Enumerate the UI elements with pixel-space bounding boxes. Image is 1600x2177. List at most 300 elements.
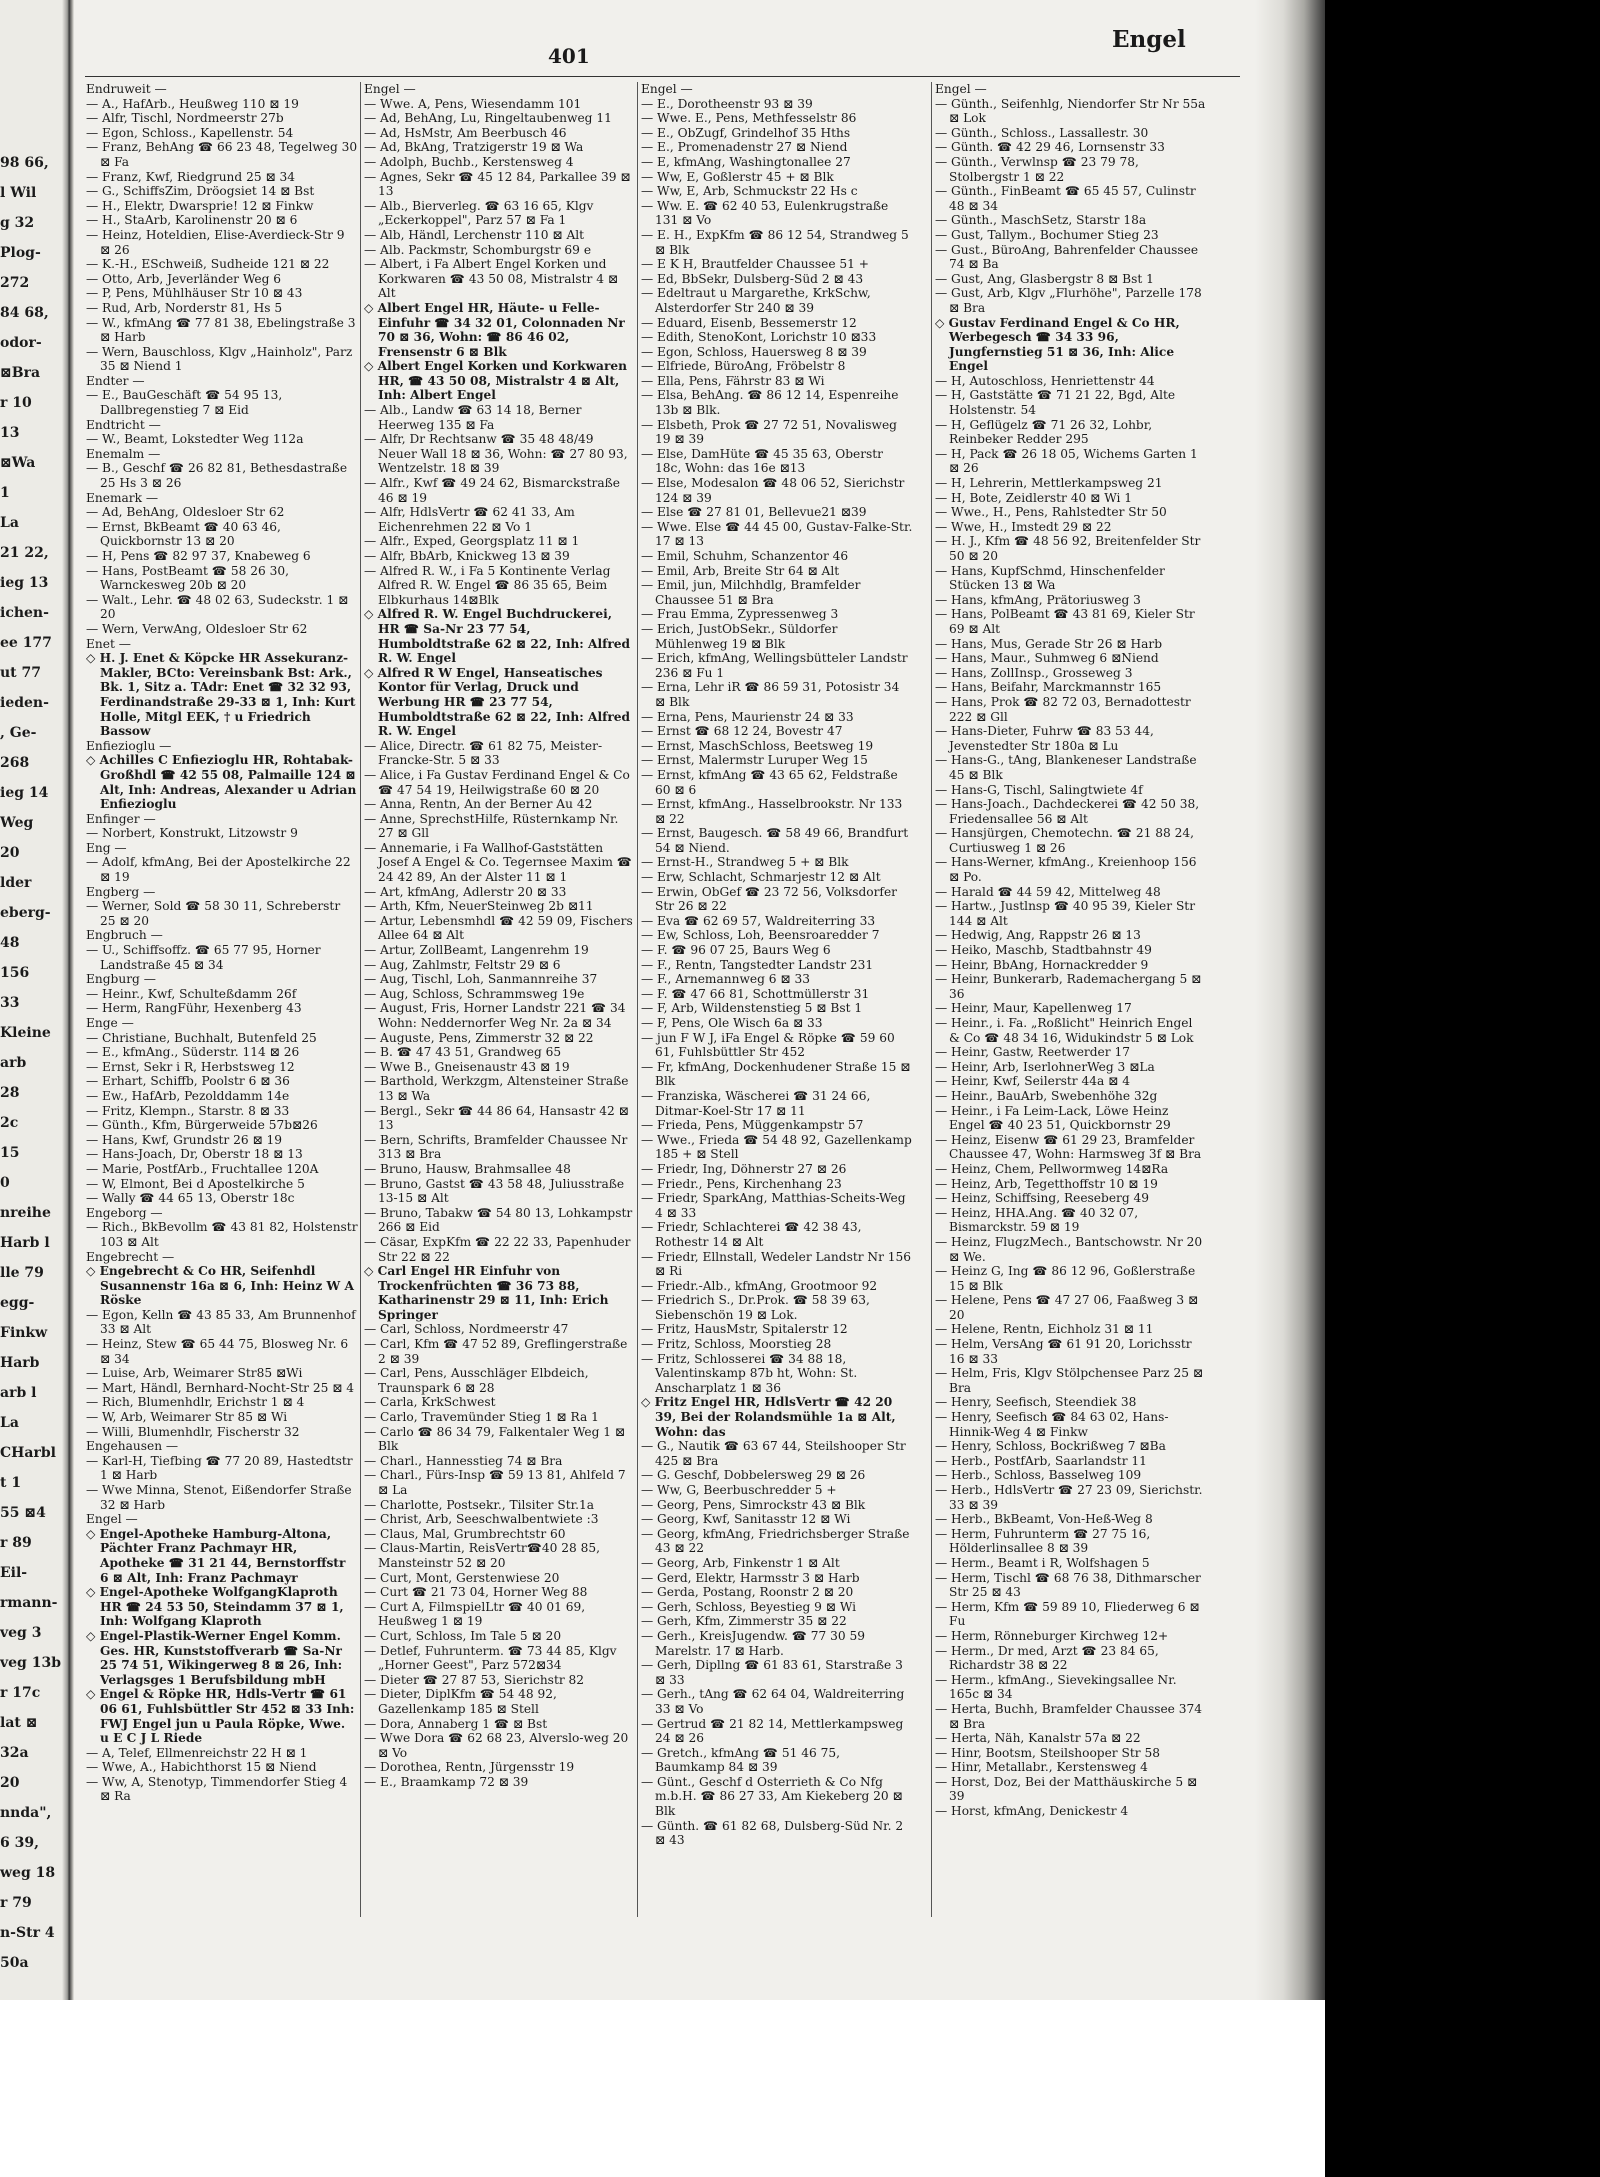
- directory-entry: — Hans, Kwf, Grundstr 26 ⊠ 19: [86, 1132, 283, 1147]
- directory-entry: — F., Rentn, Tangstedter Landstr 231: [641, 957, 874, 972]
- header-rule: [85, 76, 1240, 77]
- directory-entry: — Heinz, HHA.Ang. ☎ 40 32 07, Bismarckstr. 59 ⊠ 19: [935, 1205, 1139, 1235]
- directory-entry: — Elfriede, BüroAng, Fröbelstr 8: [641, 359, 846, 374]
- directory-entry: — Alfr, BbArb, Knickweg 13 ⊠ 39: [364, 549, 570, 563]
- directory-entry: — Ernst, kfmAng., Hasselbrookstr. Nr 133 ⊠ 22: [641, 797, 903, 826]
- directory-entry: — Bern, Schrifts, Bramfelder Chaussee Nr 313 ⊠ Bra: [364, 1132, 628, 1162]
- facing-page-text: 28: [0, 1085, 20, 1101]
- directory-entry: — Artur, ZollBeamt, Langenrehm 19: [364, 943, 589, 958]
- directory-entry: — Charl., Fürs-Insp ☎ 59 13 81, Ahlfeld 7 ⊠ La: [364, 1468, 626, 1497]
- facing-page-text: 6 39,: [0, 1835, 39, 1851]
- scan-background: [1325, 0, 1600, 2177]
- surname-heading: Engeborg —: [86, 1205, 163, 1220]
- facing-page-text: 1: [0, 485, 10, 501]
- directory-entry: — G., SchiffsZim, Dröogsiet 14 ⊠ Bst: [86, 184, 315, 199]
- facing-page-text: lle 79: [0, 1265, 44, 1281]
- directory-column-2: [364, 82, 636, 1982]
- directory-column-3: [641, 82, 913, 1982]
- facing-page-text: 13: [0, 425, 20, 441]
- directory-entry: — Edith, StenoKont, Lorichstr 10 ⊠33: [641, 330, 877, 345]
- directory-entry: — Gerd, Elektr, Harmsstr 3 ⊠ Harb: [641, 1570, 860, 1585]
- facing-page-text: 32a: [0, 1745, 29, 1761]
- directory-entry: — Norbert, Konstrukt, Litzowstr 9: [86, 826, 298, 841]
- directory-entry: — Harald ☎ 44 59 42, Mittelweg 48: [935, 884, 1161, 899]
- directory-entry: — Alice, Directr. ☎ 61 82 75, Meister-Francke-Str. 5 ⊠ 33: [364, 738, 603, 768]
- directory-entry: — Heinz, FlugzMech., Bantschowstr. Nr 20 ⊠ We.: [935, 1234, 1203, 1264]
- directory-entry: — Wally ☎ 44 65 13, Oberstr 18c: [86, 1191, 295, 1206]
- directory-entry: — Ernst, Baugesch. ☎ 58 49 66, Brandfurt 54 ⊠ Niend.: [641, 826, 909, 855]
- directory-entry: — Aug, Schloss, Schrammsweg 19e: [364, 986, 585, 1001]
- directory-entry: — Ed, BbSekr, Dulsberg-Süd 2 ⊠ 43: [641, 271, 864, 286]
- directory-entry: — Alfr., Exped, Georgsplatz 11 ⊠ 1: [364, 534, 580, 549]
- surname-heading: Engebrecht —: [86, 1249, 175, 1264]
- directory-entry: — Albert, i Fa Albert Engel Korken und Korkwaren ☎ 43 50 08, Mistralstr 4 ⊠ Alt: [364, 257, 619, 301]
- directory-entry: — Carlo ☎ 86 34 79, Falkentaler Weg 1 ⊠ Blk: [364, 1424, 626, 1454]
- directory-entry: — Heinr., Kwf, Schulteßdamm 26f: [86, 986, 297, 1001]
- directory-entry: — Egon, Kelln ☎ 43 85 33, Am Brunnenhof 33 ⊠ Alt: [86, 1307, 356, 1337]
- facing-page-text: 98 66,: [0, 155, 49, 171]
- directory-entry: — Gretch., kfmAng ☎ 51 46 75, Baumkamp 84 ⊠ 39: [641, 1745, 841, 1775]
- directory-entry: — Art, kfmAng, Adlerstr 20 ⊠ 33: [364, 884, 567, 899]
- directory-entry: — Fritz, Schlosserei ☎ 34 88 18, Valentinskamp 87b ht, Wohn: St. Anscharplatz 1 ⊠ 36: [641, 1351, 858, 1395]
- directory-entry: — Elsbeth, Prok ☎ 27 72 51, Novalisweg 19 ⊠ 39: [641, 417, 897, 447]
- directory-entry: — Helm, VersAng ☎ 61 91 20, Lorichsstr 16 ⊠ 33: [935, 1337, 1192, 1366]
- directory-entry: — B., Geschf ☎ 26 82 81, Bethesdastraße 25 Hs 3 ⊠ 26: [86, 461, 348, 491]
- directory-entry: — Gerh., tAng ☎ 62 64 04, Waldreiterring 33 ⊠ Vo: [641, 1687, 905, 1716]
- directory-entry: — Bergl., Sekr ☎ 44 86 64, Hansastr 42 ⊠ 13: [364, 1103, 629, 1133]
- surname-heading: Engel —: [935, 82, 987, 96]
- directory-entry: — Dorothea, Rentn, Jürgensstr 19: [364, 1760, 575, 1775]
- directory-entry: — Friedr, Schlachterei ☎ 42 38 43, Rothestr 14 ⊠ Alt: [641, 1220, 862, 1249]
- directory-entry: — Egon, Schloss, Hauersweg 8 ⊠ 39: [641, 344, 867, 359]
- directory-entry: — Fr, kfmAng, Dockenhudener Straße 15 ⊠ Blk: [641, 1059, 911, 1089]
- directory-entry: — F. ☎ 47 66 81, Schottmüllerstr 31: [641, 986, 870, 1001]
- directory-entry: — Ad, HsMstr, Am Beerbusch 46: [364, 125, 567, 140]
- directory-entry: — Helene, Pens ☎ 47 27 06, Faaßweg 3 ⊠ 20: [935, 1293, 1199, 1322]
- directory-entry: — Annemarie, i Fa Wallhof-Gaststätten Josef A Engel & Co. Tegernsee Maxim ☎ 24 42 89, An der Alster 11 ⊠ 1: [364, 840, 632, 885]
- directory-entry: — Herm, RangFühr, Hexenberg 43: [86, 1001, 302, 1016]
- directory-entry: — Fritz, HausMstr, Spitalerstr 12: [641, 1322, 848, 1337]
- directory-entry: — Hans-G, Tischl, Salingtwiete 4f: [935, 782, 1143, 797]
- surname-heading: Engburg —: [86, 972, 156, 987]
- facing-page-text: 268: [0, 755, 30, 771]
- facing-page-text: r 17c: [0, 1685, 41, 1701]
- directory-entry: — Rich., BkBevollm ☎ 43 81 82, Holstenstr 103 ⊠ Alt: [86, 1220, 358, 1249]
- facing-page-text: 156: [0, 965, 30, 981]
- directory-entry: — Hartw., Justlnsp ☎ 40 95 39, Kieler Str 144 ⊠ Alt: [935, 899, 1196, 928]
- directory-entry: — Herm, Tischl ☎ 68 76 38, Dithmarscher Str 25 ⊠ 43: [935, 1570, 1201, 1600]
- directory-entry: — H, Geflügelz ☎ 71 26 32, Lohbr, Reinbeker Redder 295: [935, 417, 1153, 447]
- directory-entry: — Carla, KrkSchwest: [364, 1395, 496, 1410]
- facing-page-text: ee 177: [0, 635, 52, 651]
- directory-entry: — Heinz, Chem, Pellwormweg 14⊠Ra: [935, 1161, 1169, 1176]
- firm-entry: ◇ Engel-Apotheke Hamburg-Altona, Pächter Franz Pachmayr HR, Apotheke ☎ 31 21 44, Bernstorffstr 6 ⊠ Alt, Inh: Franz Pachmayr: [86, 1526, 346, 1585]
- surname-heading: Engehausen —: [86, 1439, 179, 1454]
- directory-entry: — Alfred R. W., i Fa 5 Kontinente Verlag Alfred R. W. Engel ☎ 86 35 65, Beim Elbkurhaus 14⊠Blk: [364, 563, 611, 607]
- directory-entry: — Hans, Mus, Gerade Str 26 ⊠ Harb: [935, 636, 1163, 651]
- directory-entry: — Friedr, Ellnstall, Wedeler Landstr Nr 156 ⊠ Ri: [641, 1249, 912, 1279]
- directory-entry: — Karl-H, Tiefbing ☎ 77 20 89, Hastedtstr 1 ⊠ Harb: [86, 1453, 353, 1483]
- directory-entry: — Herm, Fuhrunterm ☎ 27 75 16, Hölderlinsallee 8 ⊠ 39: [935, 1526, 1151, 1556]
- directory-entry: — Franz, BehAng ☎ 66 23 48, Tegelweg 30 ⊠ Fa: [86, 140, 358, 169]
- directory-entry: — Wern, Bauschloss, Klgv „Hainholz", Parz 35 ⊠ Niend 1: [86, 344, 353, 374]
- directory-entry: — F, Pens, Ole Wisch 6a ⊠ 33: [641, 1016, 823, 1030]
- directory-entry: — Ernst, Malermstr Luruper Weg 15: [641, 753, 868, 768]
- directory-entry: — Wern, VerwAng, Oldesloer Str 62: [86, 621, 308, 636]
- directory-entry: — Ernst, MaschSchloss, Beetsweg 19: [641, 738, 874, 753]
- directory-entry: — Ww, E, Arb, Schmuckstr 22 Hs c: [641, 184, 858, 199]
- directory-entry: — Hans-G., tAng, Blankeneser Landstraße 45 ⊠ Blk: [935, 753, 1197, 782]
- directory-entry: — Gust, Tallym., Bochumer Stieg 23: [935, 227, 1159, 242]
- directory-entry: — E., Dorotheenstr 93 ⊠ 39: [641, 96, 813, 111]
- directory-entry: — Alb., Bierverleg. ☎ 63 16 65, Klgv „Eckerkoppel", Parz 57 ⊠ Fa 1: [364, 198, 594, 228]
- facing-page-text: odor-: [0, 335, 42, 351]
- directory-entry: — Charlotte, Postsekr., Tilsiter Str.1a: [364, 1497, 594, 1512]
- firm-entry: ◇ Engebrecht & Co HR, Seifenhdl Susannenstr 16a ⊠ 6, Inh: Heinz W A Röske: [86, 1264, 354, 1308]
- directory-entry: — Günth., Seifenhlg, Niendorfer Str Nr 55a ⊠ Lok: [935, 96, 1206, 126]
- directory-entry: — Christ, Arb, Seeschwalbentwiete :3: [364, 1512, 599, 1527]
- directory-entry: — Carl, Schloss, Nordmeerstr 47: [364, 1322, 569, 1337]
- directory-entry: — Ww, A, Stenotyp, Timmendorfer Stieg 4 ⊠ Ra: [86, 1774, 348, 1804]
- directory-entry: — Heinr., BauArb, Swebenhöhe 32g: [935, 1088, 1158, 1103]
- directory-entry: — E., kfmAng., Süderstr. 114 ⊠ 26: [86, 1045, 300, 1060]
- directory-entry: — Hans, ZollInsp., Grosseweg 3: [935, 665, 1133, 680]
- directory-entry: — Claus, Mal, Grumbrechtstr 60: [364, 1526, 566, 1541]
- directory-entry: — H, Pens ☎ 82 97 37, Knabeweg 6: [86, 549, 311, 563]
- directory-entry: — Friedr.-Alb., kfmAng, Grootmoor 92: [641, 1278, 878, 1293]
- directory-entry: — Gertrud ☎ 21 82 14, Mettlerkampsweg 24 ⊠ 26: [641, 1716, 904, 1746]
- directory-entry: — Bruno, Hausw, Brahmsallee 48: [364, 1161, 571, 1176]
- directory-entry: — Fritz, Schloss, Moorstieg 28: [641, 1337, 832, 1352]
- surname-heading: Enge —: [86, 1016, 134, 1030]
- directory-entry: — Herm., kfmAng., Sievekingsallee Nr. 165c ⊠ 34: [935, 1672, 1177, 1702]
- directory-entry: — Heinr., i. Fa. „Roßlicht" Heinrich Engel & Co ☎ 48 34 16, Widukindstr 5 ⊠ Lok: [935, 1016, 1194, 1045]
- directory-entry: — Fritz, Klempn., Starstr. 8 ⊠ 33: [86, 1103, 290, 1118]
- directory-entry: — Edeltraut u Margarethe, KrkSchw, Alsterdorfer Str 240 ⊠ 39: [641, 286, 871, 315]
- directory-entry: — Herm., Beamt i R, Wolfshagen 5: [935, 1555, 1150, 1570]
- book-gutter: [62, 0, 74, 2000]
- directory-entry: — Cäsar, ExpKfm ☎ 22 22 33, Papenhuder Str 22 ⊠ 22: [364, 1234, 631, 1264]
- directory-entry: — Günth., MaschSetz, Starstr 18a: [935, 213, 1147, 228]
- firm-entry: ◇ Alfred R. W. Engel Buchdruckerei, HR ☎ Sa-Nr 23 77 54, Humboldtstraße 62 ⊠ 22, Inh: Alfred R. W. Engel: [364, 607, 631, 666]
- directory-entry: — Friedr., Pens, Kirchenhang 23: [641, 1176, 842, 1191]
- directory-entry: — Alfr, Tischl, Nordmeerstr 27b: [86, 111, 284, 126]
- facing-page-text: Weg: [0, 815, 34, 831]
- running-head: Engel: [1112, 26, 1186, 53]
- directory-entry: — Hans, Prok ☎ 82 72 03, Bernadottestr 222 ⊠ Gll: [935, 694, 1191, 724]
- directory-entry: — Hans-Dieter, Fuhrw ☎ 83 53 44, Jevenstedter Str 180a ⊠ Lu: [935, 724, 1154, 753]
- directory-entry: — Arth, Kfm, NeuerSteinweg 2b ⊠11: [364, 899, 594, 914]
- firm-entry: ◇ Engel & Röpke HR, Hdls-Vertr ☎ 61 06 61, Fuhlsbüttler Str 452 ⊠ 33 Inh: FWJ Engel jun u Paula Röpke, Wwe. u E C J L Riede: [86, 1687, 355, 1746]
- directory-entry: — Horst, Doz, Bei der Matthäuskirche 5 ⊠ 39: [935, 1774, 1198, 1804]
- directory-entry: — Eduard, Eisenb, Bessemerstr 12: [641, 315, 857, 330]
- directory-entry: — Herb., BkBeamt, Von-Heß-Weg 8: [935, 1512, 1153, 1527]
- directory-entry: — Gerda, Postang, Roonstr 2 ⊠ 20: [641, 1585, 854, 1600]
- directory-entry: — Günth., Schloss., Lassallestr. 30: [935, 125, 1149, 140]
- directory-entry: — Henry, Seefisch ☎ 84 63 02, Hans-Hinnik-Weg 4 ⊠ Finkw: [935, 1410, 1169, 1439]
- directory-entry: — Henry, Schloss, Bockrißweg 7 ⊠Ba: [935, 1439, 1166, 1454]
- surname-heading: Enet —: [86, 636, 131, 651]
- directory-entry: — Friedrich S., Dr.Prok. ☎ 58 39 63, Siebenschön 19 ⊠ Lok.: [641, 1293, 870, 1322]
- directory-entry: — Ew, Schloss, Loh, Beensroaredder 7: [641, 928, 880, 943]
- facing-page-text: ichen-: [0, 605, 49, 621]
- facing-page-text: ⊠Bra: [0, 365, 41, 381]
- directory-entry: — Franz, Kwf, Riedgrund 25 ⊠ 34: [86, 169, 296, 184]
- firm-entry: ◇ Alfred R W Engel, Hanseatisches Kontor für Verlag, Druck und Werbung HR ☎ 23 77 54, Humboldtstraße 62 ⊠ 22, Inh: Alfred R. W. Engel: [364, 665, 631, 739]
- facing-page-text: ut 77: [0, 665, 42, 681]
- directory-entry: — Curt, Schloss, Im Tale 5 ⊠ 20: [364, 1628, 562, 1643]
- surname-heading: Endtricht —: [86, 417, 161, 432]
- directory-entry: — Helm, Fris, Klgv Stölpchensee Parz 25 ⊠ Bra: [935, 1366, 1204, 1395]
- directory-entry: — Günth. ☎ 42 29 46, Lornsenstr 33: [935, 140, 1165, 155]
- facing-page-text: eberg-: [0, 905, 51, 921]
- facing-page-text: r 79: [0, 1895, 32, 1911]
- facing-page-text: Finkw: [0, 1325, 48, 1341]
- facing-page-text: lat ⊠: [0, 1715, 38, 1731]
- directory-entry: — K.-H., ESchweiß, Sudheide 121 ⊠ 22: [86, 257, 330, 272]
- directory-entry: — Carlo, Travemünder Stieg 1 ⊠ Ra 1: [364, 1410, 599, 1425]
- facing-page-text: 0: [0, 1175, 10, 1191]
- facing-page-text: ieg 14: [0, 785, 49, 801]
- facing-page-text: ieg 13: [0, 575, 49, 591]
- directory-entry: — Anne, SprechstHilfe, Rüsternkamp Nr. 27 ⊠ Gll: [364, 811, 619, 841]
- directory-entry: — E, kfmAng, Washingtonallee 27: [641, 154, 851, 169]
- facing-page-text: arb l: [0, 1385, 37, 1401]
- facing-page-text: 272: [0, 275, 30, 291]
- directory-entry: — Hans, Beifahr, Marckmannstr 165: [935, 680, 1162, 695]
- directory-entry: — Alb. Packmstr, Schomburgstr 69 e: [364, 242, 592, 257]
- directory-entry: — Heinr, Arb, IserlohnerWeg 3 ⊠La: [935, 1059, 1155, 1074]
- directory-entry: — Curt ☎ 21 73 04, Horner Weg 88: [364, 1585, 588, 1600]
- directory-entry: — Hans, Maur., Suhmweg 6 ⊠Niend: [935, 651, 1159, 666]
- directory-entry: — Erhart, Schiffb, Poolstr 6 ⊠ 36: [86, 1074, 290, 1089]
- directory-entry: — Marie, PostfArb., Fruchtallee 120A: [86, 1161, 319, 1176]
- directory-entry: — Walt., Lehr. ☎ 48 02 63, Sudeckstr. 1 ⊠ 20: [86, 592, 349, 622]
- facing-page-text: nreihe: [0, 1205, 51, 1221]
- facing-page-text: ieden-: [0, 695, 49, 711]
- facing-page-text: La: [0, 515, 19, 531]
- directory-entry: — Heinz, Stew ☎ 65 44 75, Blosweg Nr. 6 ⊠ 34: [86, 1337, 349, 1366]
- directory-entry: — Egon, Schloss., Kapellenstr. 54: [86, 125, 294, 140]
- directory-entry: — jun F W J, iFa Engel & Röpke ☎ 59 60 61, Fuhlsbüttler Str 452: [641, 1030, 895, 1060]
- directory-entry: — E., BauGeschäft ☎ 54 95 13, Dallbregenstieg 7 ⊠ Eid: [86, 388, 283, 418]
- facing-page-text: rmann-: [0, 1595, 58, 1611]
- directory-entry: — Erwin, ObGef ☎ 23 72 56, Volksdorfer Str 26 ⊠ 22: [641, 884, 897, 914]
- directory-entry: — Willi, Blumenhdlr, Fischerstr 32: [86, 1424, 300, 1439]
- directory-entry: — E., ObZugf, Grindelhof 35 Hths: [641, 125, 851, 140]
- directory-entry: — Dora, Annaberg 1 ☎ ⊠ Bst: [364, 1716, 548, 1731]
- directory-entry: — Gust., BüroAng, Bahrenfelder Chaussee 74 ⊠ Ba: [935, 242, 1199, 272]
- directory-entry: — Hans, kfmAng, Prätoriusweg 3: [935, 592, 1141, 607]
- directory-entry: — Heinz, Hoteldien, Elise-Averdieck-Str 9 ⊠ 26: [86, 227, 345, 257]
- directory-entry: — Heinr, Kwf, Seilerstr 44a ⊠ 4: [935, 1074, 1130, 1089]
- directory-entry: — Wwe. A, Pens, Wiesendamm 101: [364, 96, 582, 111]
- facing-page-text: arb: [0, 1055, 27, 1071]
- facing-page-text: 21 22,: [0, 545, 49, 561]
- directory-entry: — Ad, BehAng, Lu, Ringeltaubenweg 11: [364, 111, 612, 126]
- directory-entry: — Ernst-H., Strandweg 5 + ⊠ Blk: [641, 855, 849, 870]
- directory-entry: — A., HafArb., Heußweg 110 ⊠ 19: [86, 96, 299, 111]
- surname-heading: Enfiezioglu —: [86, 738, 172, 753]
- directory-entry: — F, Arb, Wildenstenstieg 5 ⊠ Bst 1: [641, 1001, 863, 1016]
- directory-entry: — Herb., PostfArb, Saarlandstr 11: [935, 1453, 1147, 1468]
- directory-entry: — Herta, Buchh, Bramfelder Chaussee 374 ⊠ Bra: [935, 1701, 1203, 1731]
- directory-entry: — W., kfmAng ☎ 77 81 38, Ebelingstraße 3 ⊠ Harb: [86, 315, 356, 345]
- directory-entry: — Luise, Arb, Weimarer Str85 ⊠Wi: [86, 1366, 303, 1381]
- directory-entry: — Heinr, Maur, Kapellenweg 17: [935, 1001, 1132, 1016]
- surname-heading: Eng —: [86, 840, 127, 855]
- directory-entry: — Ad, BkAng, Tratzigerstr 19 ⊠ Wa: [364, 140, 584, 155]
- facing-page-text: Kleine: [0, 1025, 51, 1041]
- directory-entry: — Günth. ☎ 61 82 68, Dulsberg-Süd Nr. 2 ⊠ 43: [641, 1818, 904, 1848]
- directory-entry: — Heinr., i Fa Leim-Lack, Löwe Heinz Engel ☎ 40 23 51, Quickbornstr 29: [935, 1103, 1171, 1133]
- directory-entry: — Günth., FinBeamt ☎ 65 45 57, Culinstr 48 ⊠ 34: [935, 184, 1196, 213]
- directory-entry: — Erich, kfmAng, Wellingsbütteler Landstr 236 ⊠ Fu 1: [641, 651, 908, 680]
- surname-heading: Engberg —: [86, 884, 156, 899]
- directory-entry: — Wwe, A., Habichthorst 15 ⊠ Niend: [86, 1760, 317, 1775]
- directory-entry: — U., Schiffsoffz. ☎ 65 77 95, Horner Landstraße 45 ⊠ 34: [86, 943, 321, 972]
- facing-page-text: , Ge-: [0, 725, 37, 741]
- directory-entry: — Georg, Arb, Finkenstr 1 ⊠ Alt: [641, 1555, 840, 1570]
- directory-entry: — Hans-Joach., Dachdeckerei ☎ 42 50 38, Friedensallee 56 ⊠ Alt: [935, 797, 1200, 826]
- facing-page-text: nnda",: [0, 1805, 52, 1821]
- directory-entry: — Gust, Ang, Glasbergstr 8 ⊠ Bst 1: [935, 271, 1154, 286]
- directory-entry: — Wwe B., Gneisenaustr 43 ⊠ 19: [364, 1059, 570, 1074]
- firm-entry: ◇ H. J. Enet & Köpcke HR Assekuranz-Makler, BCto: Vereinsbank Bst: Ark., Bk. 1, Sitz a. TAdr: Enet ☎ 32 32 93, Ferdinandstraße 29-33 ⊠ 1, Inh: Kurt Holle, Mitgl EEK, † u Friedrich Bassow: [86, 651, 356, 739]
- facing-page-text: t 1: [0, 1475, 22, 1491]
- directory-entry: — E., Braamkamp 72 ⊠ 39: [364, 1774, 529, 1789]
- directory-entry: — E K H, Brautfelder Chaussee 51 +: [641, 257, 870, 272]
- directory-entry: — Mart, Händl, Bernhard-Nocht-Str 25 ⊠ 4: [86, 1380, 355, 1395]
- directory-entry: — Artur, Lebensmhdl ☎ 42 59 09, Fischers Allee 64 ⊠ Alt: [364, 913, 633, 943]
- directory-entry: — P, Pens, Mühlhäuser Str 10 ⊠ 43: [86, 286, 303, 301]
- directory-entry: — Horst, kfmAng, Denickestr 4: [935, 1804, 1129, 1819]
- directory-entry: — Ww. E. ☎ 62 40 53, Eulenkrugstraße 131 ⊠ Vo: [641, 198, 889, 228]
- surname-heading: Engel —: [86, 1512, 138, 1527]
- directory-entry: — E. H., ExpKfm ☎ 86 12 54, Strandweg 5 ⊠ Blk: [641, 227, 909, 257]
- directory-entry: — Hinr, Metallabr., Kerstensweg 4: [935, 1760, 1148, 1775]
- directory-entry: — Herta, Näh, Kanalstr 57a ⊠ 22: [935, 1731, 1141, 1746]
- directory-entry: — Friedr, SparkAng, Matthias-Scheits-Weg 4 ⊠ 33: [641, 1191, 906, 1220]
- directory-entry: — Emil, jun, Milchhdlg, Bramfelder Chaussee 51 ⊠ Bra: [641, 578, 861, 607]
- facing-page-text: l Wil: [0, 185, 37, 201]
- directory-entry: — Agnes, Sekr ☎ 45 12 84, Parkallee 39 ⊠ 13: [364, 169, 631, 199]
- directory-entry: — Hans, PolBeamt ☎ 43 81 69, Kieler Str 69 ⊠ Alt: [935, 607, 1195, 636]
- directory-entry: — Günth., Kfm, Bürgerweide 57b⊠26: [86, 1118, 318, 1133]
- directory-entry: — Charl., Hannesstieg 74 ⊠ Bra: [364, 1453, 563, 1468]
- directory-column-1: [86, 82, 358, 1982]
- directory-entry: — H. J., Kfm ☎ 48 56 92, Breitenfelder Str 50 ⊠ 20: [935, 534, 1201, 563]
- directory-entry: — Bruno, Gastst ☎ 43 58 48, Juliusstraße 13-15 ⊠ Alt: [364, 1176, 625, 1206]
- directory-entry: — Adolf, kfmAng, Bei der Apostelkirche 22 ⊠ 19: [86, 855, 351, 885]
- facing-page-text: r 89: [0, 1535, 32, 1551]
- directory-entry: — Heinz, Eisenw ☎ 61 29 23, Bramfelder Chaussee 47, Wohn: Harmsweg 3f ⊠ Bra: [935, 1132, 1202, 1162]
- facing-page-text: 33: [0, 995, 20, 1011]
- directory-entry: — A, Telef, Ellmenreichstr 22 H ⊠ 1: [86, 1745, 308, 1760]
- directory-entry: — Aug, Tischl, Loh, Sanmannreihe 37: [364, 972, 598, 987]
- facing-page-text: g 32: [0, 215, 35, 231]
- directory-entry: — F., Arnemannweg 6 ⊠ 33: [641, 972, 810, 987]
- directory-entry: — August, Fris, Horner Landstr 221 ☎ 34 Wohn: Neddernorfer Weg Nr. 2a ⊠ 34: [364, 1001, 626, 1030]
- directory-entry: — Wwe Dora ☎ 62 68 23, Alverslo-weg 20 ⊠ Vo: [364, 1731, 629, 1760]
- directory-entry: — Franziska, Wäscherei ☎ 31 24 66, Ditmar-Koel-Str 17 ⊠ 11: [641, 1088, 871, 1118]
- directory-entry: — Ernst ☎ 68 12 24, Bovestr 47: [641, 724, 843, 739]
- facing-page-text: Harb: [0, 1355, 40, 1371]
- directory-entry: — Ernst, BkBeamt ☎ 40 63 46, Quickbornstr 13 ⊠ 20: [86, 519, 281, 549]
- directory-entry: — Erich, JustObSekr., Süldorfer Mühlenweg 19 ⊠ Blk: [641, 621, 838, 651]
- directory-entry: — Auguste, Pens, Zimmerstr 32 ⊠ 22: [364, 1030, 594, 1045]
- directory-entry: — Friedr, Ing, Döhnerstr 27 ⊠ 26: [641, 1161, 847, 1176]
- directory-entry: — Else, Modesalon ☎ 48 06 52, Sierichstr 124 ⊠ 39: [641, 476, 905, 505]
- facing-page-text: ⊠Wa: [0, 455, 36, 471]
- firm-entry: ◇ Albert Engel HR, Häute- u Felle-Einfuhr ☎ 34 32 01, Colonnaden Nr 70 ⊠ 36, Wohn: ☎ 86 46 02, Frensenstr 6 ⊠ Blk: [364, 300, 625, 359]
- facing-page-text: 2c: [0, 1115, 19, 1131]
- directory-entry: — Ww, G, Beerbuschredder 5 +: [641, 1483, 837, 1497]
- directory-entry: — Günth., Verwlnsp ☎ 23 79 78, Stolbergstr 1 ⊠ 22: [935, 154, 1139, 184]
- firm-entry: ◇ Albert Engel Korken und Korkwaren HR, ☎ 43 50 08, Mistralstr 4 ⊠ Alt, Inh: Albert Engel: [364, 359, 627, 403]
- directory-entry: — H, Gaststätte ☎ 71 21 22, Bgd, Alte Holstenstr. 54: [935, 388, 1176, 418]
- directory-entry: — Herm, Kfm ☎ 59 89 10, Fliederweg 6 ⊠ Fu: [935, 1599, 1200, 1629]
- directory-entry: — Frau Emma, Zypressenweg 3: [641, 607, 839, 622]
- directory-entry: — Alb, Händl, Lerchenstr 110 ⊠ Alt: [364, 227, 585, 242]
- directory-entry: — Elsa, BehAng. ☎ 86 12 14, Espenreihe 13b ⊠ Blk.: [641, 388, 899, 418]
- directory-entry: — Georg, Kwf, Sanitasstr 12 ⊠ Wi: [641, 1512, 851, 1527]
- directory-entry: — Herb., HdlsVertr ☎ 27 23 09, Sierichstr. 33 ⊠ 39: [935, 1483, 1203, 1512]
- directory-entry: — W, Elmont, Bei d Apostelkirche 5: [86, 1176, 305, 1191]
- column-rule: [360, 82, 361, 1917]
- directory-entry: — Gerh, Schloss, Beyestieg 9 ⊠ Wi: [641, 1599, 857, 1614]
- directory-entry: — Else ☎ 27 81 01, Bellevue21 ⊠39: [641, 505, 867, 520]
- directory-entry: — Wwe., H., Pens, Rahlstedter Str 50: [935, 505, 1167, 520]
- column-rule: [637, 82, 638, 1917]
- directory-entry: — G. Geschf, Dobbelersweg 29 ⊠ 26: [641, 1468, 866, 1483]
- surname-heading: Enemalm —: [86, 446, 161, 461]
- firm-entry: ◇ Fritz Engel HR, HdlsVertr ☎ 42 20 39, Bei der Rolandsmühle 1a ⊠ Alt, Wohn: das: [641, 1395, 896, 1439]
- directory-entry: — Georg, kfmAng, Friedrichsberger Straße 43 ⊠ 22: [641, 1526, 910, 1556]
- directory-entry: — Bruno, Tabakw ☎ 54 80 13, Lohkampstr 266 ⊠ Eid: [364, 1205, 633, 1235]
- directory-entry: — Christiane, Buchhalt, Butenfeld 25: [86, 1030, 317, 1045]
- directory-entry: — Hans-Joach, Dr, Oberstr 18 ⊠ 13: [86, 1147, 303, 1162]
- facing-page-text: 20: [0, 1775, 20, 1791]
- directory-column-4: [935, 82, 1207, 1982]
- surname-heading: Enfinger —: [86, 811, 156, 826]
- directory-entry: — G., Nautik ☎ 63 67 44, Steilshooper Str 425 ⊠ Bra: [641, 1439, 906, 1468]
- directory-entry: — Curt, Mont, Gerstenwiese 20: [364, 1570, 560, 1585]
- directory-entry: — Wwe. E., Pens, Methfesselstr 86: [641, 111, 857, 126]
- directory-entry: — Anna, Rentn, An der Berner Au 42: [364, 797, 593, 812]
- directory-entry: — H, Bote, Zeidlerstr 40 ⊠ Wi 1: [935, 490, 1133, 505]
- facing-page-text: 48: [0, 935, 20, 951]
- facing-page-text: weg 18: [0, 1865, 56, 1881]
- directory-entry: — H., StaArb, Karolinenstr 20 ⊠ 6: [86, 213, 298, 228]
- directory-entry: — Aug, Zahlmstr, Feltstr 29 ⊠ 6: [364, 957, 561, 972]
- directory-entry: — Hinr, Bootsm, Steilshooper Str 58: [935, 1745, 1160, 1760]
- directory-entry: — Ernst, kfmAng ☎ 43 65 62, Feldstraße 60 ⊠ 6: [641, 767, 898, 797]
- facing-page-text: n-Str 4: [0, 1925, 55, 1941]
- firm-entry: ◇ Carl Engel HR Einfuhr von Trockenfrüchten ☎ 36 73 88, Katharinenstr 29 ⊠ 11, Inh: Erich Springer: [364, 1264, 609, 1322]
- directory-entry: — Ad, BehAng, Oldesloer Str 62: [86, 505, 285, 520]
- directory-entry: — Gust, Arb, Klgv „Flurhöhe", Parzelle 178 ⊠ Bra: [935, 286, 1202, 315]
- directory-entry: — Else, DamHüte ☎ 45 35 63, Oberstr 18c, Wohn: das 16e ⊠13: [641, 446, 884, 476]
- facing-page-text: egg-: [0, 1295, 35, 1311]
- directory-entry: — Rich, Blumenhdlr, Erichstr 1 ⊠ 4: [86, 1395, 305, 1410]
- directory-entry: — Heinr, Bunkerarb, Rademachergang 5 ⊠ 36: [935, 972, 1202, 1001]
- directory-entry: — F. ☎ 96 07 25, Baurs Weg 6: [641, 943, 831, 958]
- surname-heading: Endruweit —: [86, 82, 167, 96]
- firm-entry: ◇ Achilles C Enfiezioglu HR, Rohtabak-Großhdl ☎ 42 55 08, Palmaille 124 ⊠ Alt, Inh: Andreas, Alexander u Adrian Enfiezioglu: [86, 753, 357, 812]
- directory-entry: — Wwe Minna, Stenot, Eißendorfer Straße 32 ⊠ Harb: [86, 1483, 352, 1512]
- directory-entry: — Barthold, Werkzgm, Altensteiner Straße 13 ⊠ Wa: [364, 1074, 629, 1103]
